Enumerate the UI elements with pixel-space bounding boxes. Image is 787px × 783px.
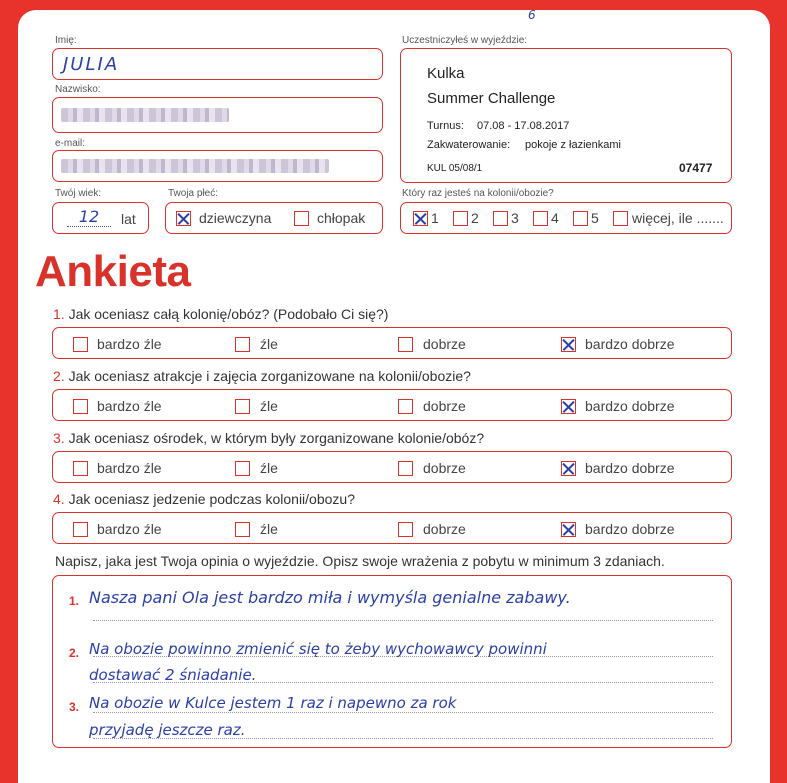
trip-number: 07477 <box>679 161 713 175</box>
camp-name: Kulka <box>427 65 465 82</box>
q1-option-bardzo-dobrze[interactable] <box>561 337 576 352</box>
gender-male-checkbox[interactable] <box>294 211 309 226</box>
q2-option-dobrze[interactable] <box>398 399 413 414</box>
question-2-text: Jak oceniasz atrakcje i zajęcia zorganizowane na kolonii/obozie? <box>68 368 471 384</box>
q4-label-zle: źle <box>260 521 278 537</box>
age-field[interactable] <box>52 202 149 234</box>
gender-female-checkbox[interactable] <box>176 211 191 226</box>
times-field <box>400 202 732 234</box>
q2-label-zle: źle <box>260 398 278 414</box>
q4-label-bardzo-zle: bardzo źle <box>97 521 162 537</box>
name-label: Imię: <box>55 35 77 46</box>
opinion-field[interactable] <box>52 575 732 748</box>
q3-option-zle[interactable] <box>235 461 250 476</box>
opinion-1-line-1: Nasza pani Ola jest bardzo miła i wymyśla genialne zabawy. <box>89 588 571 607</box>
opinion-2-number: 2. <box>69 646 80 660</box>
opinion-2-line-1: Na obozie powinno zmienić się to żeby wychowawcy powinni <box>89 640 547 658</box>
age-unit: lat <box>121 211 136 227</box>
times-1-checkbox[interactable] <box>413 211 428 226</box>
question-3 <box>53 430 484 446</box>
question-3-number: 3. <box>53 430 65 446</box>
q4-option-dobrze[interactable] <box>398 522 413 537</box>
q1-option-dobrze[interactable] <box>398 337 413 352</box>
question-2-options <box>52 389 732 421</box>
q1-label-bardzo-dobrze: bardzo dobrze <box>585 336 675 352</box>
question-4-options <box>52 512 732 544</box>
q1-label-zle: źle <box>260 336 278 352</box>
times-5-label: 5 <box>591 210 599 226</box>
question-1-options <box>52 327 732 359</box>
q4-option-bardzo-dobrze[interactable] <box>561 522 576 537</box>
gender-label: Twoja płeć: <box>168 188 219 199</box>
q4-option-bardzo-zle[interactable] <box>73 522 88 537</box>
surname-label: Nazwisko: <box>55 84 101 95</box>
q2-label-bardzo-dobrze: bardzo dobrze <box>585 398 675 414</box>
times-2-label: 2 <box>471 210 479 226</box>
age-value: 12 <box>67 207 111 227</box>
question-2 <box>53 368 471 384</box>
q3-label-dobrze: dobrze <box>423 460 466 476</box>
opinion-3-line-2: przyjadę jeszcze raz. <box>89 721 246 739</box>
times-3-label: 3 <box>511 210 519 226</box>
question-4-text: Jak oceniasz jedzenie podczas kolonii/obozu? <box>68 491 355 507</box>
times-1-label: 1 <box>431 210 439 226</box>
question-1 <box>53 306 388 322</box>
q1-label-dobrze: dobrze <box>423 336 466 352</box>
question-3-options <box>52 451 732 483</box>
opinion-prompt: Napisz, jaka jest Twoja opinia o wyjeździe. Opisz swoje wrażenia z pobytu w minimum 3 zdaniach. <box>55 553 665 569</box>
email-label: e-mail: <box>55 138 86 149</box>
q3-label-bardzo-dobrze: bardzo dobrze <box>585 460 675 476</box>
times-4-label: 4 <box>551 210 559 226</box>
times-more-checkbox[interactable] <box>613 211 628 226</box>
q2-label-bardzo-zle: bardzo źle <box>97 398 162 414</box>
trip-code: KUL 05/08/1 <box>427 163 483 174</box>
question-4-number: 4. <box>53 491 65 507</box>
q4-option-zle[interactable] <box>235 522 250 537</box>
times-more-label: więcej, ile ....... <box>632 210 724 226</box>
name-value: JULIA <box>63 54 120 75</box>
camp-program: Summer Challenge <box>427 90 556 107</box>
times-4-checkbox[interactable] <box>533 211 548 226</box>
age-label: Twój wiek: <box>55 188 102 199</box>
q1-option-bardzo-zle[interactable] <box>73 337 88 352</box>
q3-option-dobrze[interactable] <box>398 461 413 476</box>
q2-option-zle[interactable] <box>235 399 250 414</box>
question-2-number: 2. <box>53 368 65 384</box>
participants-label: Uczestniczyłeś w wyjeździe: <box>402 35 528 46</box>
survey-title: Ankieta <box>35 247 191 296</box>
surname-redacted <box>61 108 229 122</box>
q2-label-dobrze: dobrze <box>423 398 466 414</box>
question-4 <box>53 491 355 507</box>
accommodation-value: pokoje z łazienkami <box>525 139 621 151</box>
opinion-rule-4 <box>93 712 713 714</box>
q1-option-zle[interactable] <box>235 337 250 352</box>
times-label: Który raz jesteś na kolonii/obozie? <box>402 188 554 199</box>
opinion-2-line-2: dostawać 2 śniadanie. <box>89 666 257 684</box>
question-1-number: 1. <box>53 306 65 322</box>
turnus-value: 07.08 - 17.08.2017 <box>477 120 570 132</box>
page-number-annotation: 6 <box>528 8 536 22</box>
name-field[interactable] <box>52 48 383 80</box>
times-5-checkbox[interactable] <box>573 211 588 226</box>
q4-label-bardzo-dobrze: bardzo dobrze <box>585 521 675 537</box>
q2-option-bardzo-dobrze[interactable] <box>561 399 576 414</box>
opinion-1-number: 1. <box>69 594 80 608</box>
email-field[interactable] <box>52 150 383 182</box>
email-redacted <box>61 159 329 173</box>
accommodation-label: Zakwaterowanie: <box>427 139 511 151</box>
q4-label-dobrze: dobrze <box>423 521 466 537</box>
surname-field[interactable] <box>52 97 383 133</box>
opinion-rule-1 <box>93 620 713 622</box>
q3-option-bardzo-zle[interactable] <box>73 461 88 476</box>
q3-label-zle: źle <box>260 460 278 476</box>
question-1-text: Jak oceniasz całą kolonię/obóz? (Podobało Ci się?) <box>68 306 389 322</box>
opinion-3-line-1: Na obozie w Kulce jestem 1 raz i napewno za rok <box>89 694 457 712</box>
q1-label-bardzo-zle: bardzo źle <box>97 336 162 352</box>
q3-option-bardzo-dobrze[interactable] <box>561 461 576 476</box>
turnus-label: Turnus: <box>427 120 464 132</box>
gender-field <box>165 202 383 234</box>
question-3-text: Jak oceniasz ośrodek, w którym były zorganizowane kolonie/obóz? <box>68 430 485 446</box>
opinion-3-number: 3. <box>69 700 80 714</box>
gender-male-label: chłopak <box>317 210 366 226</box>
times-3-checkbox[interactable] <box>493 211 508 226</box>
trip-info-box <box>400 48 732 183</box>
q3-label-bardzo-zle: bardzo źle <box>97 460 162 476</box>
q2-option-bardzo-zle[interactable] <box>73 399 88 414</box>
gender-female-label: dziewczyna <box>199 210 272 226</box>
times-2-checkbox[interactable] <box>453 211 468 226</box>
